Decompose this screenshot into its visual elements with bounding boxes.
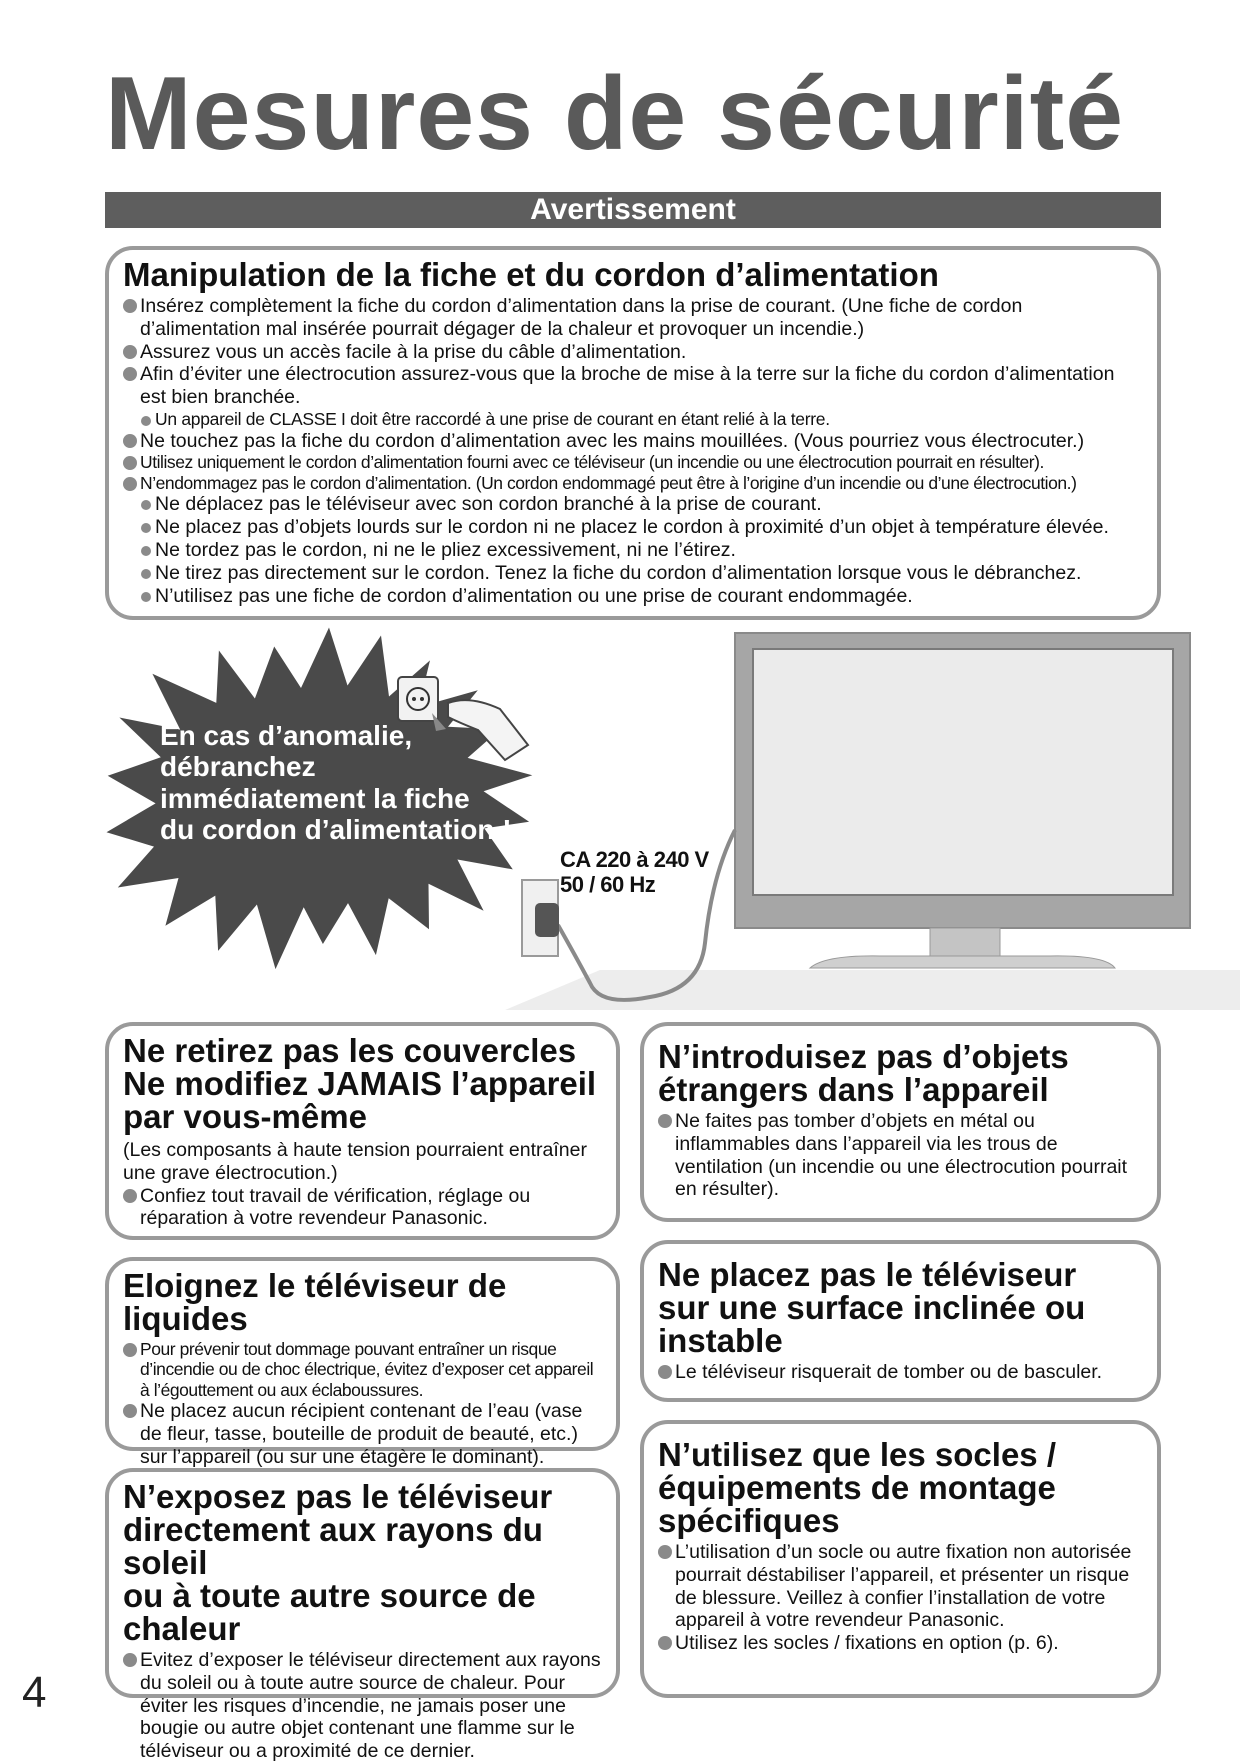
- power-subitem-class1: Un appareil de CLASSE I doit être raccordé à une prise de courant en étant relié à la terre.: [123, 409, 1143, 429]
- floor-shadow: [505, 970, 1240, 1010]
- stands-heading-line-1: N’utilisez que les socles /: [658, 1436, 1056, 1473]
- stands-heading-line-3: spécifiques: [658, 1502, 840, 1539]
- power-item-6: N’endommagez pas le cordon d’alimentation. (Un cordon endommagé peut être à l’origine d’un incendie ou d’une électrocution.): [123, 473, 1143, 493]
- power-subitem-2: Ne placez pas d’objets lourds sur le cordon ni ne placez le cordon à proximité d’un objet à température élevée.: [123, 516, 1143, 539]
- power-cord-section: [105, 246, 1161, 620]
- warning-banner: Avertissement: [105, 192, 1161, 228]
- stands-heading-line-2: équipements de montage: [658, 1469, 1056, 1506]
- foreign-heading: [658, 1040, 1143, 1106]
- unplug-callout: [160, 720, 560, 845]
- power-item-5: Utilisez uniquement le cordon d’alimentation fourni avec ce téléviseur (un incendie ou une électrocution pourrait en résulter).: [123, 452, 1143, 472]
- voltage-line-1: CA 220 à 240 V: [560, 847, 709, 872]
- sunlight-item-1: Evitez d’exposer le téléviseur directement aux rayons du soleil ou à toute autre source de chaleur. Pour éviter les risques d’incendie, ne jamais poser une bougie ou autre objet contenant une flamme sur le téléviseur ou a proximité de ce dernier.: [123, 1649, 602, 1763]
- tv-illustration: [735, 633, 1190, 968]
- foreign-item-1: Ne faites pas tomber d’objets en métal ou inflammables dans l’appareil via les trous de ventilation (un incendie ou une électrocution pourrait en résulter).: [658, 1110, 1143, 1201]
- liquids-section: [105, 1257, 620, 1469]
- covers-note: (Les composants à haute tension pourraient entraîner une grave électrocution.): [123, 1139, 587, 1184]
- callout-line-2: débranchez: [160, 751, 316, 783]
- covers-heading-line-3: par vous-même: [123, 1098, 367, 1135]
- stands-section: [640, 1420, 1161, 1698]
- sunlight-heading: [123, 1480, 602, 1645]
- incline-item-1: Le téléviseur risquerait de tomber ou de basculer.: [658, 1361, 1143, 1384]
- liquids-item-1: Pour prévenir tout dommage pouvant entraîner un risque d’incendie ou de choc électrique, évitez d’exposer cet appareil à l’égouttement ou aux éclaboussures.: [123, 1339, 602, 1400]
- page-number: 4: [22, 1668, 47, 1717]
- power-cord-heading: Manipulation de la fiche et du cordon d’alimentation: [123, 256, 939, 293]
- voltage-label: [560, 848, 709, 897]
- power-subitem-3: Ne tordez pas le cordon, ni ne le pliez excessivement, ni ne l’étirez.: [123, 539, 1143, 562]
- covers-heading-line-1: Ne retirez pas les couvercles: [123, 1032, 577, 1069]
- power-subitem-5: N’utilisez pas une fiche de cordon d’alimentation ou une prise de courant endommagée.: [123, 585, 1143, 608]
- power-item-3: Afin d’éviter une électrocution assurez-vous que la broche de mise à la terre sur la fiche du cordon d’alimentation est bien branchée.: [123, 363, 1143, 409]
- covers-section: [105, 1022, 620, 1240]
- foreign-heading-line-2: étrangers dans l’appareil: [658, 1071, 1049, 1108]
- callout-line-4: du cordon d’alimentation !: [160, 814, 512, 846]
- power-item-1: Insérez complètement la fiche du cordon d’alimentation dans la prise de courant. (Une fiche de cordon d’alimentation mal insérée pourrait dégager de la chaleur et provoquer un incendie.): [123, 295, 1143, 341]
- power-item-2: Assurez vous un accès facile à la prise du câble d’alimentation.: [123, 341, 1143, 364]
- sunlight-heading-line-1: N’exposez pas le téléviseur: [123, 1478, 553, 1515]
- voltage-line-2: 50 / 60 Hz: [560, 871, 656, 897]
- foreign-objects-section: [640, 1022, 1161, 1222]
- covers-item-1: Confiez tout travail de vérification, réglage ou réparation à votre revendeur Panasonic.: [123, 1185, 602, 1231]
- covers-heading-line-2: Ne modifiez JAMAIS l’appareil: [123, 1065, 597, 1102]
- stands-item-1: L’utilisation d’un socle ou autre fixation non autorisée pourrait déstabiliser l’appareil, et présenter un risque de blessure. Veillez à confier l’installation de votre appareil à votre revendeur Panasonic.: [658, 1541, 1143, 1632]
- incline-heading-line-3: instable: [658, 1322, 783, 1359]
- incline-section: [640, 1240, 1161, 1402]
- foreign-heading-line-1: N’introduisez pas d’objets: [658, 1038, 1069, 1075]
- power-subitem-1: Ne déplacez pas le téléviseur avec son cordon branché à la prise de courant.: [123, 493, 1143, 516]
- sunlight-section: [105, 1468, 620, 1763]
- callout-line-1: En cas d’anomalie,: [160, 720, 413, 751]
- callout-line-3: immédiatement la fiche: [160, 782, 470, 814]
- covers-heading: [123, 1034, 602, 1133]
- incline-heading: [658, 1258, 1143, 1357]
- page-title: Mesures de sécurité: [105, 56, 1125, 172]
- power-item-4: Ne touchez pas la fiche du cordon d’alimentation avec les mains mouillées. (Vous pourriez vous électrocuter.): [123, 430, 1143, 453]
- wall-outlet-icon: [522, 880, 559, 956]
- stands-item-2: Utilisez les socles / fixations en option (p. 6).: [658, 1632, 1143, 1655]
- liquids-item-2: Ne placez aucun récipient contenant de l’eau (vase de fleur, tasse, bouteille de produit de beauté, etc.) sur l’appareil (ou sur une étagère le dominant).: [123, 1400, 602, 1468]
- incline-heading-line-2: sur une surface inclinée ou: [658, 1289, 1086, 1326]
- stands-heading: [658, 1438, 1143, 1537]
- incline-heading-line-1: Ne placez pas le téléviseur: [658, 1256, 1077, 1293]
- sunlight-heading-line-2: directement aux rayons du soleil: [123, 1511, 543, 1581]
- liquids-heading: Eloignez le téléviseur de liquides: [123, 1267, 507, 1337]
- sunlight-heading-line-3: ou à toute autre source de chaleur: [123, 1577, 536, 1647]
- power-subitem-4: Ne tirez pas directement sur le cordon. Tenez la fiche du cordon d’alimentation lorsque vous le débranchez.: [123, 562, 1143, 585]
